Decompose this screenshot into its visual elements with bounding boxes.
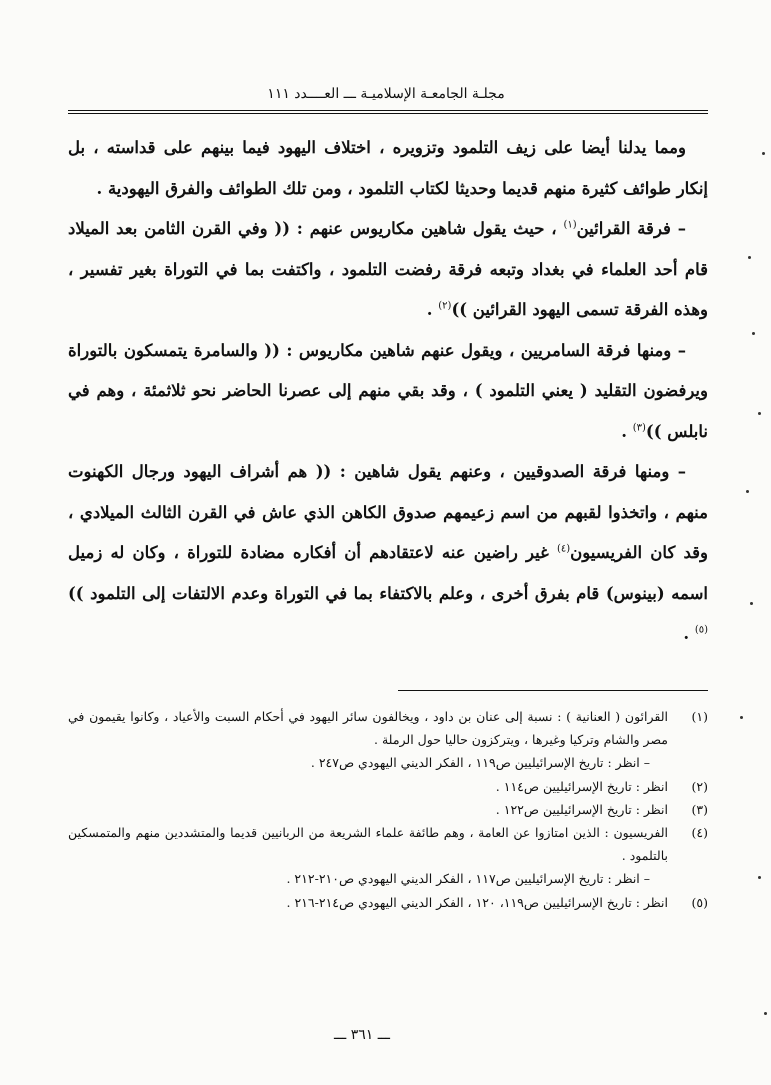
sadducees-text-2: غير راضين عنه لاعتقادهم أن أفكاره مضادة للتوراة ، وكان له زميل اسمه (بينوس) قام بفرق أخرى ، وعلم بالاكتفاء بما في التوراة وعدم الالتفات إلى التلمود )) — [68, 543, 708, 603]
scan-speck — [746, 490, 749, 493]
header-double-rule — [68, 110, 708, 114]
footnote-5 — [68, 891, 708, 914]
sadducees-end: . — [683, 624, 695, 643]
paragraph-talmud-disputes: ومما يدلنا أيضا على زيف التلمود وتزويره ، اختلاف اليهود فيما بينهم على قداسته ، بل إنكار طوائف كثيرة منهم قديما وحديثا لكتاب التلمود ، ومن تلك الطوائف والفرق اليهودية . — [68, 138, 708, 198]
paragraph-karaites — [68, 209, 708, 331]
paragraph-sadducees — [68, 452, 708, 655]
main-text — [68, 128, 708, 655]
footnote-3 — [68, 798, 708, 821]
paragraph-samaritans — [68, 331, 708, 453]
footnote-4 — [68, 821, 708, 867]
karaites-end: . — [426, 300, 439, 319]
scan-speck — [758, 876, 761, 879]
footnote-1-source: – انظر : تاريخ الإسرائيليين ص١١٩ ، الفكر الديني اليهودي ص٢٤٧ . — [310, 755, 650, 771]
page-number: ـــ ٣٦١ ـــ — [333, 1027, 391, 1043]
scan-speck — [764, 1012, 767, 1015]
footnote-4-source: – انظر : تاريخ الإسرائيليين ص١١٧ ، الفكر الديني اليهودي ص٢١٠-٢١٢ . — [286, 871, 650, 887]
footnote-2-number: (٢) — [691, 778, 708, 794]
scan-speck — [740, 716, 743, 719]
footnote-ref-5[interactable]: (٥) — [694, 624, 708, 636]
scan-speck — [750, 602, 753, 605]
footnote-5-number: (٥) — [691, 894, 708, 910]
footnote-1-text: القرائون ( العنانية ) : نسبة إلى عنان بن داود ، ويخالفون سائر اليهود في أحكام السبت والأعياد ، وكانوا يقيمون في مصر والشام وتركيا وغيرها ، ويتركزون حاليا حول الرملة . — [68, 709, 668, 748]
footnote-2 — [68, 775, 708, 798]
footnote-ref-1[interactable]: (١) — [563, 219, 577, 231]
scan-speck — [758, 412, 761, 415]
footnote-4-number: (٤) — [691, 825, 708, 841]
karaites-text: ، حيث يقول شاهين مكاريوس عنهم : (( وفي القرن الثامن بعد الميلاد قام أحد العلماء في بغداد وتبعه فرقة رفضت التلمود ، واكتفت بما في التوراة بغير تفسير ، وهذه الفرقة تسمى اليهود القرائين )) — [68, 219, 708, 319]
scan-speck — [748, 256, 751, 259]
footnote-ref-3[interactable]: (٣) — [632, 422, 646, 433]
karaites-heading: – فرقة القرائين — [576, 219, 686, 238]
footnote-3-number: (٣) — [691, 801, 708, 817]
samaritans-end: . — [621, 421, 633, 441]
running-header: مجلـة الجامعـة الإسلاميـة ـــ العــــدد ١١١ — [267, 86, 505, 102]
footnote-ref-4[interactable]: (٤) — [556, 543, 571, 555]
footnote-ref-2[interactable]: (٢) — [438, 300, 452, 312]
footnotes — [68, 705, 708, 914]
scan-speck — [762, 152, 765, 155]
footnote-3-text: انظر : تاريخ الإسرائيليين ص١٢٢ . — [495, 801, 668, 817]
footnote-4-text: الفريسيون : الذين امتازوا عن العامة ، وهم طائفة علماء الشريعة من الربانيين قديما والمتشددين منهم والمتمسكين بالتلمود . — [68, 825, 668, 864]
scan-speck — [752, 332, 755, 335]
footnote-5-text: انظر : تاريخ الإسرائيليين ص١١٩، ١٢٠ ، الفكر الديني اليهودي ص٢١٤-٢١٦ . — [286, 894, 668, 910]
footnote-1-number: (١) — [691, 709, 708, 724]
sadducees-text: – ومنها فرقة الصدوقيين ، وعنهم يقول شاهين : (( هم أشراف اليهود ورجال الكهنوت منهم ، واتخذوا لقبهم من اسم زعيمهم صدوق الكاهن الذي عاش في القرن الثالث الميلادي ، وقد كان الفريسيون — [68, 462, 708, 562]
footnote-separator — [398, 690, 708, 691]
footnote-2-text: انظر : تاريخ الإسرائيليين ص١١٤ . — [495, 778, 668, 794]
samaritans-text: – ومنها فرقة السامريين ، ويقول عنهم شاهين مكاريوس : (( والسامرة يتمسكون بالتوراة ويرفضون التقليد ( يعني التلمود ) ، وقد بقي منهم إلى عصرنا الحاضر نحو ثلاثمئة ، وهم في نابلس )) — [68, 340, 708, 441]
footnote-1 — [68, 705, 708, 751]
